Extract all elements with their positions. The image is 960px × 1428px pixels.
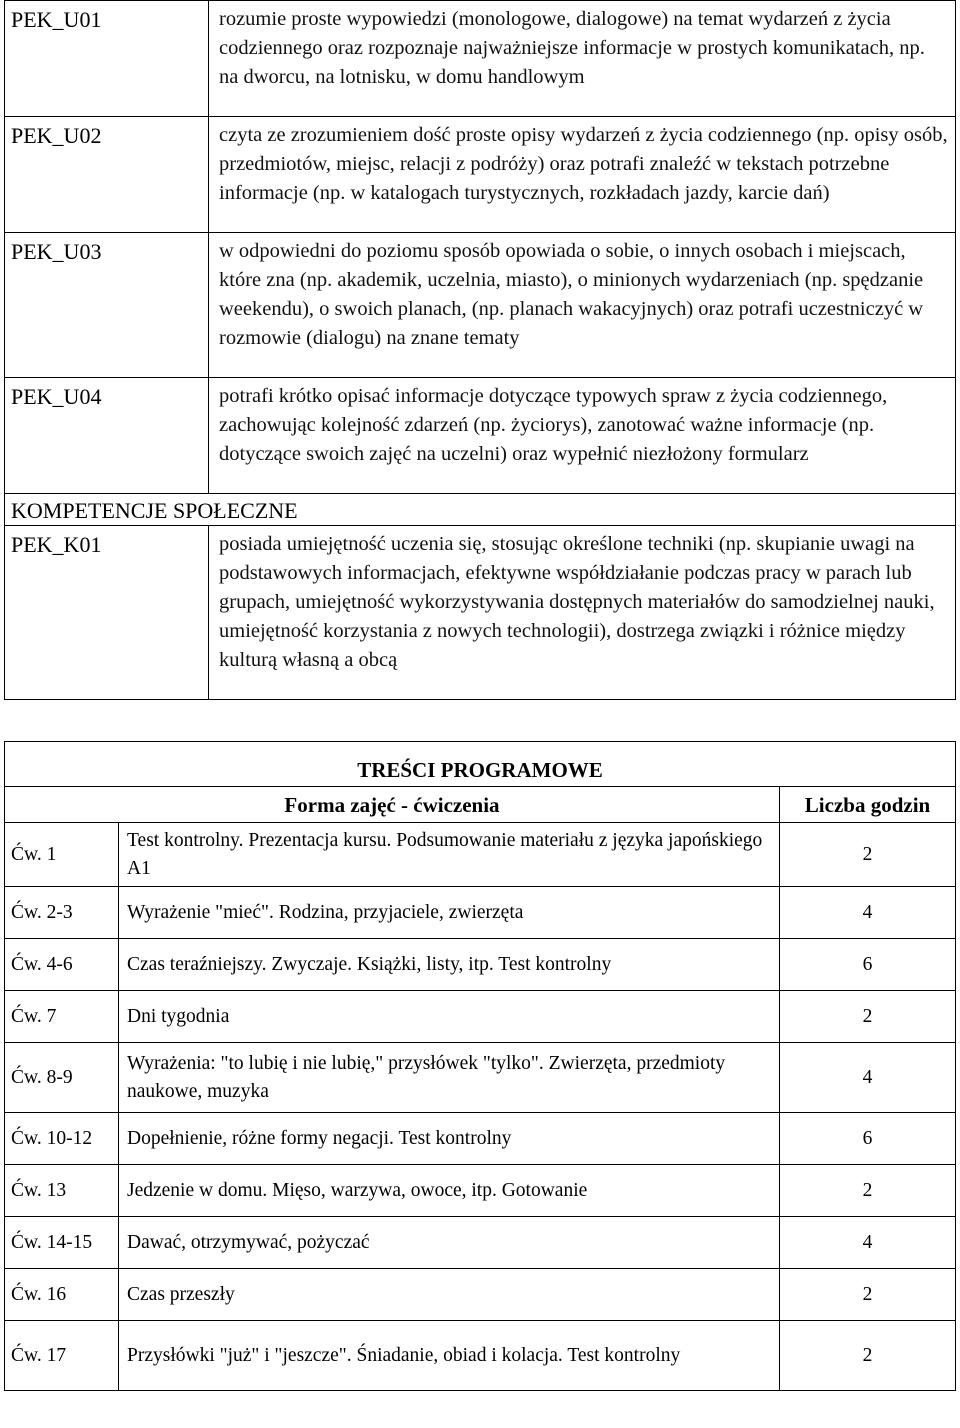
- outcome-description: posiada umiejętność uczenia się, stosując określone techniki (np. skupianie uwagi na podstawowych informacjach, efektywne współdziałanie podczas pracy w parach lub grupach, umiejętność wykorzystywania dostępnych materiałów do samodzielnej nauki, umiejętność korzystania z nowych technologii), dostrzega związki i różnice między kulturą własną a obcą: [209, 526, 956, 700]
- class-code: Ćw. 1: [5, 823, 119, 887]
- class-hours: 6: [780, 939, 956, 991]
- outcome-row: [5, 1, 956, 117]
- class-code: Ćw. 17: [5, 1321, 119, 1391]
- outcome-row: [5, 526, 956, 700]
- program-row: [5, 1043, 956, 1113]
- class-hours: 2: [780, 1321, 956, 1391]
- outcome-description: czyta ze zrozumieniem dość proste opisy wydarzeń z życia codziennego (np. opisy osób, przedmiotów, miejsc, relacji z podróży) oraz potrafi znaleźć w tekstach potrzebne informacje (np. w katalogach turystycznych, rozkładach jazdy, karcie dań): [209, 117, 956, 233]
- program-row: [5, 1113, 956, 1165]
- program-row: [5, 991, 956, 1043]
- program-row: [5, 823, 956, 887]
- program-title-row: [5, 742, 956, 787]
- class-topic: Dopełnienie, różne formy negacji. Test kontrolny: [119, 1113, 780, 1165]
- program-header-row: [5, 787, 956, 823]
- class-topic: Wyrażenie "mieć". Rodzina, przyjaciele, zwierzęta: [119, 887, 780, 939]
- program-row: [5, 1165, 956, 1217]
- hours-header: Liczba godzin: [780, 787, 956, 823]
- outcome-description: rozumie proste wypowiedzi (monologowe, dialogowe) na temat wydarzeń z życia codziennego oraz rozpoznaje najważniejsze informacje w prostych komunikatach, np. na dworcu, na lotnisku, w domu handlowym: [209, 1, 956, 117]
- class-code: Ćw. 8-9: [5, 1043, 119, 1113]
- program-row: [5, 887, 956, 939]
- class-topic: Dni tygodnia: [119, 991, 780, 1043]
- outcome-description: potrafi krótko opisać informacje dotyczące typowych spraw z życia codziennego, zachowując kolejność zdarzeń (np. życiorys), zanotować ważne informacje (np. dotyczące swoich zajęć na uczelni) oraz wypełnić niezłożony formularz: [209, 378, 956, 494]
- class-code: Ćw. 14-15: [5, 1217, 119, 1269]
- learning-outcomes-table: [4, 0, 956, 700]
- class-topic: Test kontrolny. Prezentacja kursu. Podsumowanie materiału z języka japońskiego A1: [119, 823, 780, 887]
- class-topic: Przysłówki "już" i "jeszcze". Śniadanie, obiad i kolacja. Test kontrolny: [119, 1321, 780, 1391]
- outcome-row: [5, 117, 956, 233]
- outcome-row: [5, 233, 956, 378]
- form-header: Forma zajęć - ćwiczenia: [5, 787, 780, 823]
- program-title: TREŚCI PROGRAMOWE: [5, 742, 956, 787]
- class-topic: Jedzenie w domu. Mięso, warzywa, owoce, itp. Gotowanie: [119, 1165, 780, 1217]
- program-row: [5, 1321, 956, 1391]
- class-code: Ćw. 13: [5, 1165, 119, 1217]
- class-hours: 2: [780, 823, 956, 887]
- class-hours: 6: [780, 1113, 956, 1165]
- class-code: Ćw. 2-3: [5, 887, 119, 939]
- outcome-row: [5, 378, 956, 494]
- section-heading: KOMPETENCJE SPOŁECZNE: [5, 494, 956, 526]
- outcome-code: PEK_K01: [5, 526, 209, 700]
- program-row: [5, 1217, 956, 1269]
- class-topic: Czas przeszły: [119, 1269, 780, 1321]
- class-topic: Czas teraźniejszy. Zwyczaje. Książki, listy, itp. Test kontrolny: [119, 939, 780, 991]
- section-header-row: [5, 494, 956, 526]
- outcome-description: w odpowiedni do poziomu sposób opowiada o sobie, o innych osobach i miejscach, które zna (np. akademik, uczelnia, miasto), o minionych wydarzeniach (np. spędzanie weekendu), o swoich planach, (np. planach wakacyjnych) oraz potrafi uczestniczyć w rozmowie (dialogu) na znane tematy: [209, 233, 956, 378]
- outcome-code: PEK_U02: [5, 117, 209, 233]
- class-hours: 4: [780, 1043, 956, 1113]
- class-hours: 2: [780, 1269, 956, 1321]
- class-code: Ćw. 4-6: [5, 939, 119, 991]
- outcome-code: PEK_U01: [5, 1, 209, 117]
- class-hours: 4: [780, 1217, 956, 1269]
- class-code: Ćw. 7: [5, 991, 119, 1043]
- class-code: Ćw. 16: [5, 1269, 119, 1321]
- program-content-table: [4, 741, 956, 1391]
- class-hours: 4: [780, 887, 956, 939]
- class-code: Ćw. 10-12: [5, 1113, 119, 1165]
- class-topic: Dawać, otrzymywać, pożyczać: [119, 1217, 780, 1269]
- class-hours: 2: [780, 991, 956, 1043]
- program-row: [5, 939, 956, 991]
- program-row: [5, 1269, 956, 1321]
- outcome-code: PEK_U03: [5, 233, 209, 378]
- outcome-code: PEK_U04: [5, 378, 209, 494]
- class-hours: 2: [780, 1165, 956, 1217]
- class-topic: Wyrażenia: "to lubię i nie lubię," przysłówek "tylko". Zwierzęta, przedmioty naukowe, muzyka: [119, 1043, 780, 1113]
